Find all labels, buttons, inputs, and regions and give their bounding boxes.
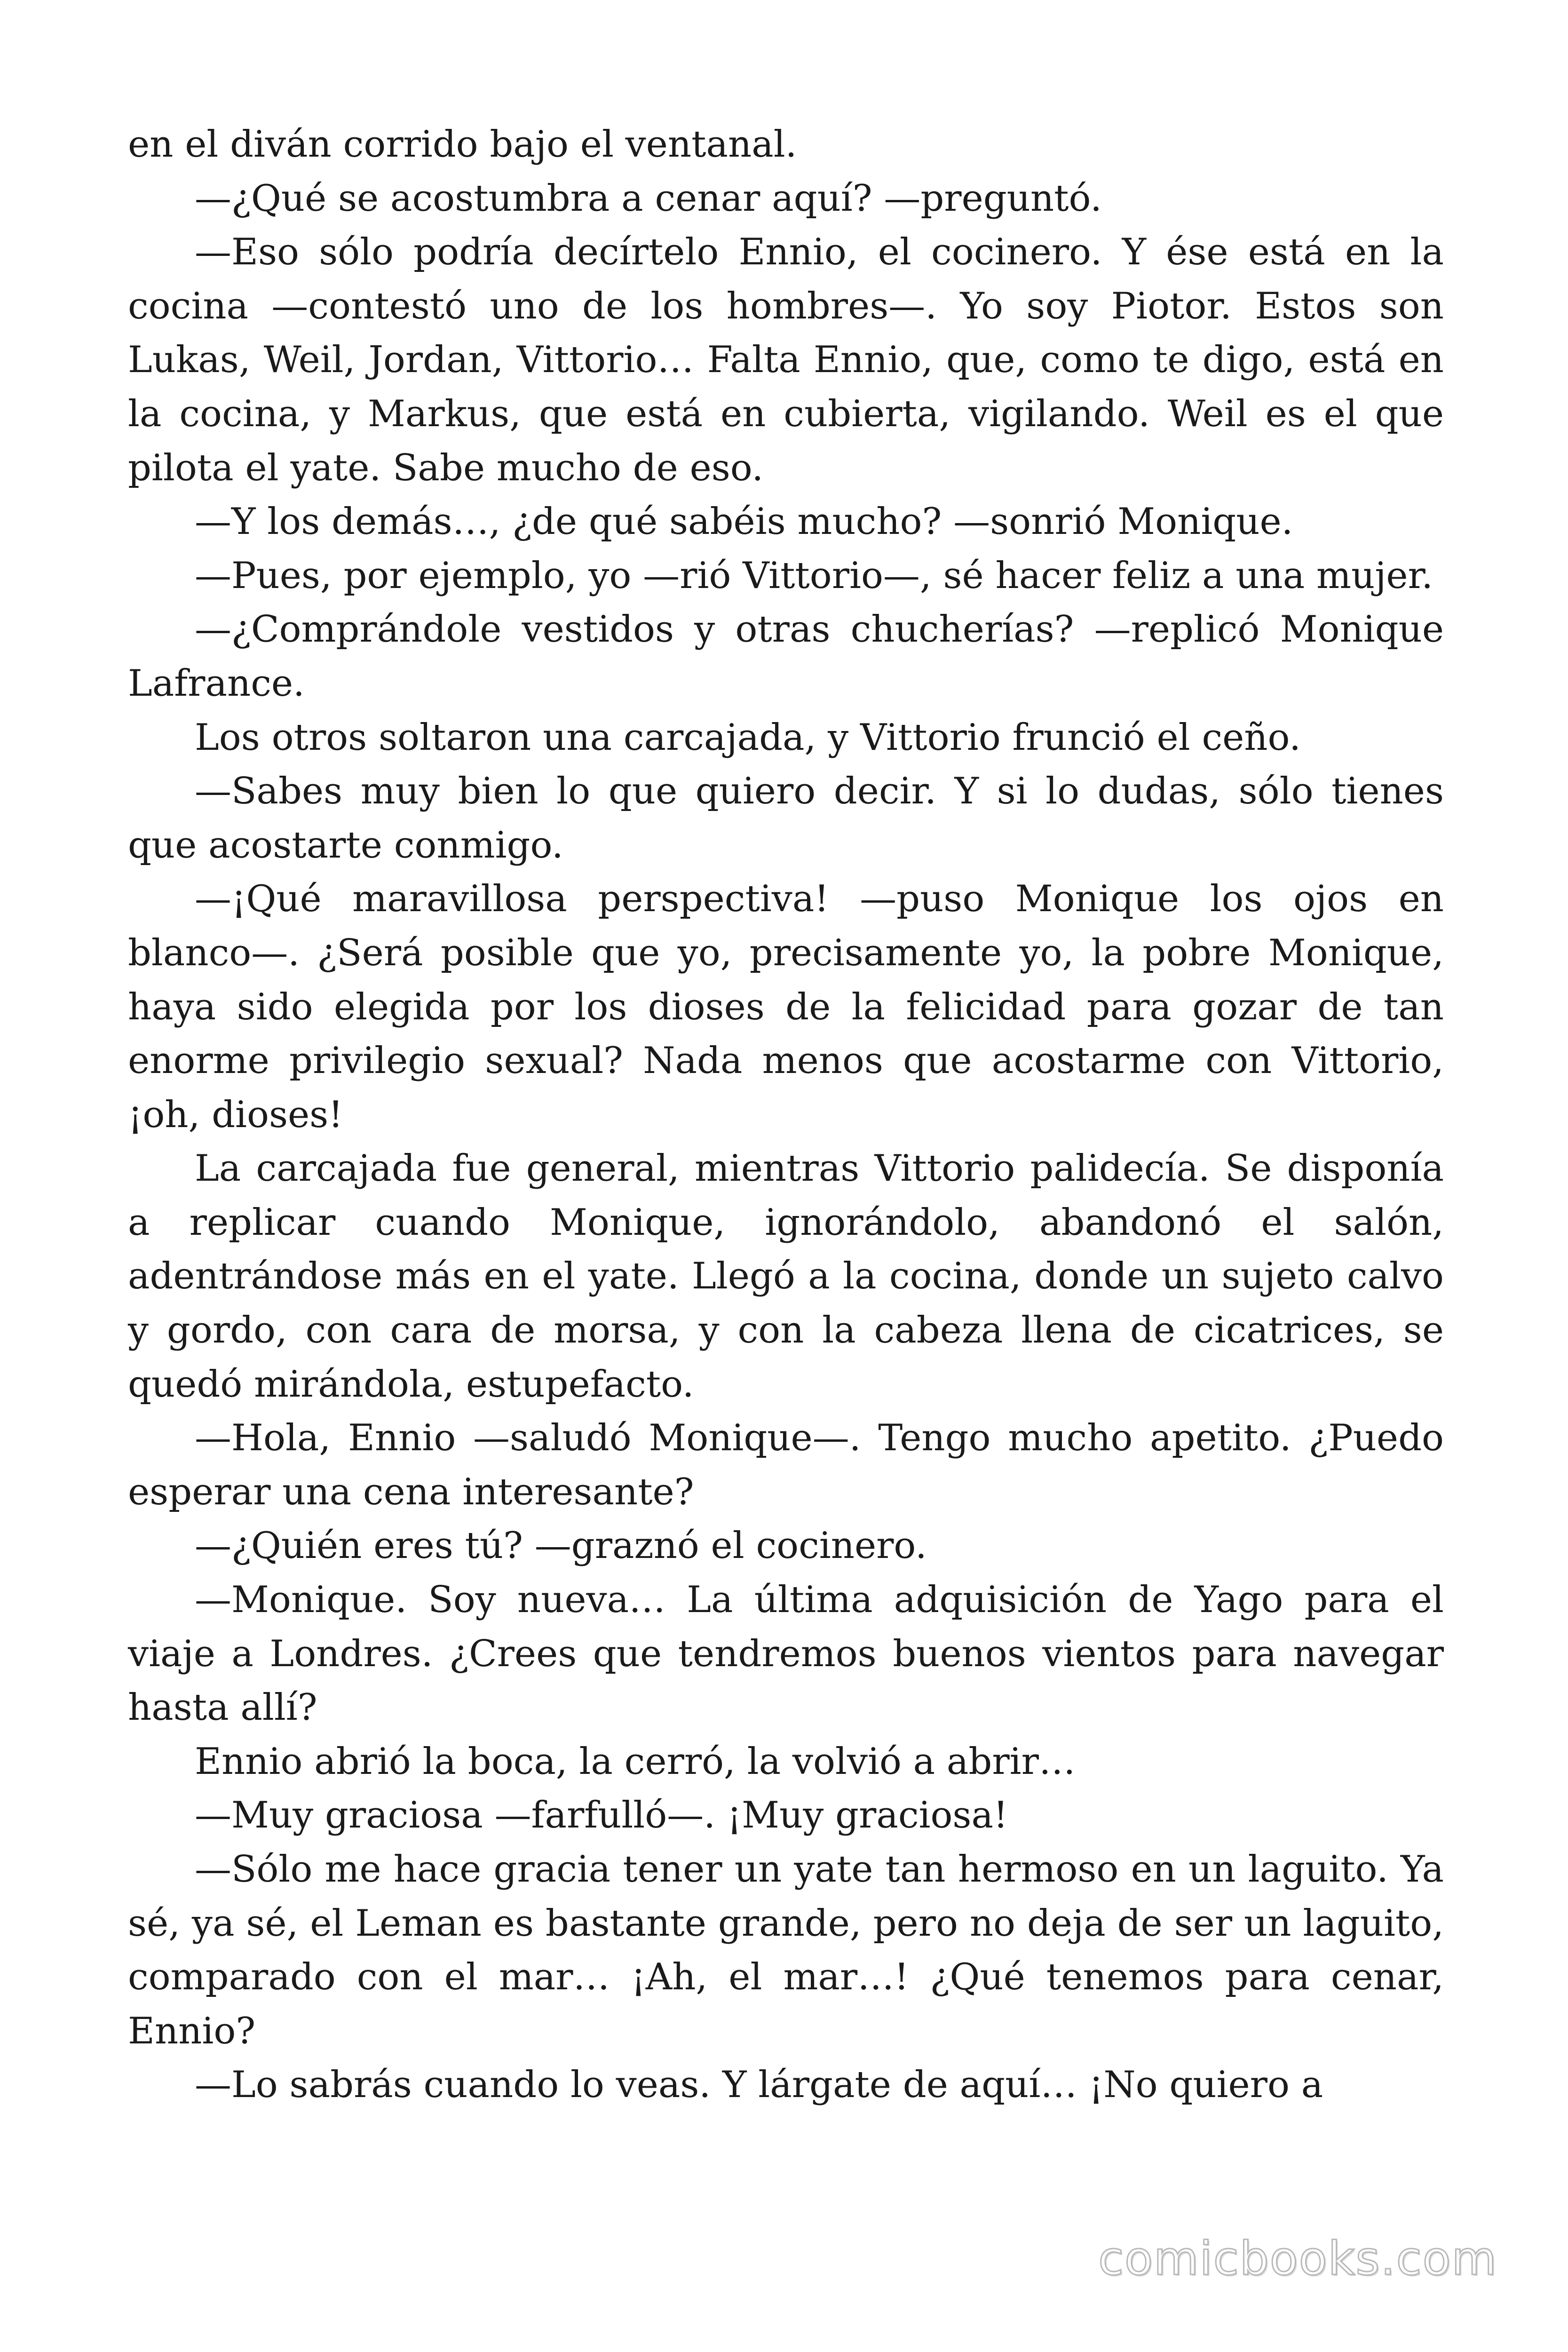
paragraph: en el diván corrido bajo el ventanal. (128, 123, 797, 166)
paragraph: —Y los demás…, ¿de qué sabéis mucho? —sonrió Monique. (195, 501, 1293, 543)
paragraph: —Hola, Ennio —saludó Monique—. Tengo mucho apetito. ¿Puedo esperar una cena interesante? (128, 1417, 1444, 1513)
paragraph: —Pues, por ejemplo, yo —rió Vittorio—, sé hacer feliz a una mujer. (195, 554, 1433, 597)
watermark-text: comicbooks.com (1098, 2232, 1497, 2286)
paragraph: La carcajada fue general, mientras Vittorio palidecía. Se disponía a replicar cuando Monique, ignorándolo, abandonó el salón, adentrándose más en el yate. Llegó a la cocina, donde un sujeto calvo y gordo, con cara de morsa, y con la cabeza llena de cicatrices, se quedó mirándola, estupefacto. (128, 1147, 1444, 1406)
paragraph: —¡Qué maravillosa perspectiva! —puso Monique los ojos en blanco—. ¿Será posible que yo, precisamente yo, la pobre Monique, haya sido elegida por los dioses de la felicidad para gozar de tan enorme privilegio sexual? Nada menos que acostarme con Vittorio, ¡oh, dioses! (128, 878, 1444, 1136)
paragraph: —¿Quién eres tú? —graznó el cocinero. (195, 1525, 927, 1567)
paragraph: Los otros soltaron una carcajada, y Vittorio frunció el ceño. (195, 716, 1301, 759)
page-text (128, 118, 1444, 2112)
paragraph: —Sabes muy bien lo que quiero decir. Y si lo dudas, sólo tienes que acostarte conmigo. (128, 770, 1444, 866)
paragraph: —Sólo me hace gracia tener un yate tan hermoso en un laguito. Ya sé, ya sé, el Leman es bastante grande, pero no deja de ser un laguito, comparado con el mar… ¡Ah, el mar…! ¿Qué tenemos para cenar, Ennio? (128, 1848, 1444, 2052)
paragraph: —Eso sólo podría decírtelo Ennio, el cocinero. Y ése está en la cocina —contestó uno de los hombres—. Yo soy Piotor. Estos son Lukas, Weil, Jordan, Vittorio… Falta Ennio, que, como te digo, está en la cocina, y Markus, que está en cubierta, vigilando. Weil es el que pilota el yate. Sabe mucho de eso. (128, 231, 1444, 489)
paragraph: —Lo sabrás cuando lo veas. Y lárgate de aquí… ¡No quiero a (195, 2064, 1323, 2106)
paragraph: —¿Qué se acostumbra a cenar aquí? —preguntó. (195, 177, 1102, 220)
paragraph: —Muy graciosa —farfulló—. ¡Muy graciosa! (195, 1794, 1008, 1837)
paragraph: —¿Comprándole vestidos y otras chucherías? —replicó Monique Lafrance. (128, 608, 1444, 705)
paragraph: Ennio abrió la boca, la cerró, la volvió a abrir… (195, 1740, 1076, 1783)
paragraph: —Monique. Soy nueva… La última adquisición de Yago para el viaje a Londres. ¿Crees que tendremos buenos vientos para navegar hasta allí? (128, 1579, 1444, 1729)
